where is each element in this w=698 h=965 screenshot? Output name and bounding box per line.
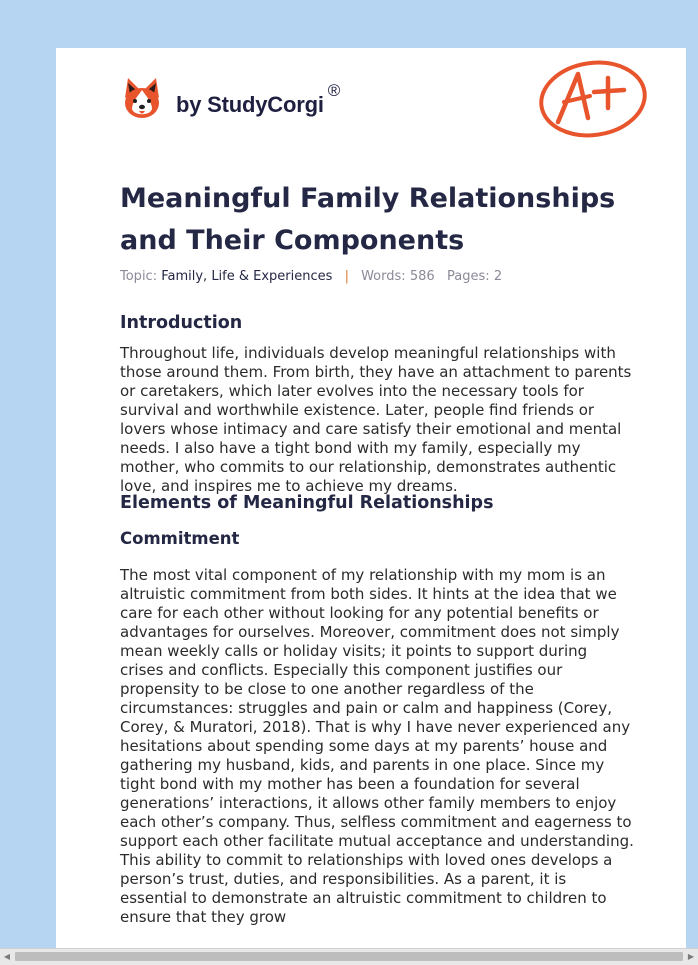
brand-name: by StudyCorgi xyxy=(176,92,324,117)
topic-label: Topic: xyxy=(120,269,158,284)
document-meta xyxy=(120,269,502,284)
topic-link[interactable]: Family, Life & Experiences xyxy=(161,269,333,284)
document-page xyxy=(56,48,686,948)
introduction-heading: Introduction xyxy=(120,313,243,333)
pages-value: 2 xyxy=(493,269,503,284)
corgi-logo-icon xyxy=(122,76,162,122)
commitment-paragraph: The most vital component of my relationship with my mom is an altruistic commitment from both sides. It hints at the idea that we care for each other without looking for any potential benefits or advantages for ourselves. Moreover, commitment does not simply mean weekly calls or holiday visits; it points to support during crises and conflicts. Especially this component justifies our propensity to be close to one another regardless of the circumstances: struggles and pain or calm and happiness (Corey, Corey, & Muratori, 2018). That is why I have never experienced any hesitations about spending some days at my parents’ house and gathering my husband, kids, and parents in one place. Since my tight bond with my mother has been a foundation for several generations’ interactions, it allows other family members to enjoy each other’s company. Thus, selfless commitment and eagerness to support each other facilitate mutual acceptance and understanding. This ability to commit to relationships with loved ones develops a person’s trust, duties, and responsibilities. As a parent, it is essential to demonstrate an altruistic commitment to children to ensure that they grow xyxy=(120,566,634,926)
introduction-paragraph: Throughout life, individuals develop meaningful relationships with those around them. From birth, they have an attachment to parents or caretakers, which later evolves into the necessary tools for survival and worthwhile existence. Later, people find friends or lovers whose intimacy and care satisfy their emotional and mental needs. I also have a tight bond with my family, especially my mother, who commits to our relationship, demonstrates authentic love, and inspires me to achieve my dreams. xyxy=(120,344,632,495)
commitment-heading: Commitment xyxy=(120,529,240,548)
a-plus-grade-icon xyxy=(538,58,650,144)
scroll-left-arrow-icon[interactable]: ◀ xyxy=(3,952,11,961)
scroll-right-arrow-icon[interactable]: ▶ xyxy=(687,952,695,961)
studycorgi-logo[interactable] xyxy=(122,76,340,122)
pages-label: Pages: xyxy=(447,269,490,284)
scrollbar-thumb[interactable] xyxy=(15,952,683,961)
page-title: Meaningful Family Relationships and Their Components xyxy=(120,183,616,256)
elements-heading: Elements of Meaningful Relationships xyxy=(120,493,494,513)
essay-body xyxy=(120,310,635,927)
meta-separator: | xyxy=(344,269,349,284)
words-value: 586 xyxy=(409,269,435,284)
words-label: Words: xyxy=(361,269,406,284)
registered-mark: ® xyxy=(327,81,341,100)
horizontal-scrollbar[interactable] xyxy=(0,948,698,965)
